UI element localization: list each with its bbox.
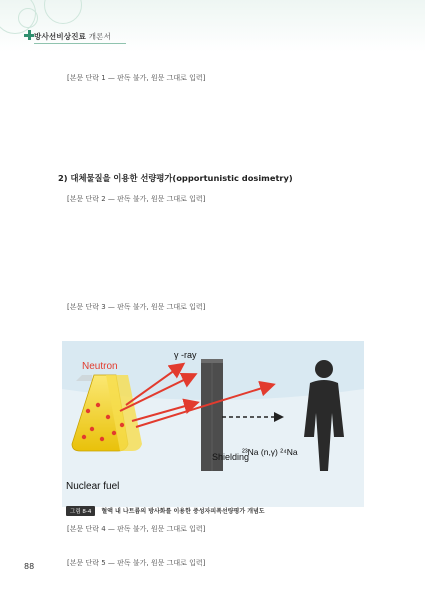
figure-number-badge: 그림 8-4 [66, 506, 95, 516]
body-paragraph-5: [본문 단락 5 — 판독 불가, 원문 그대로 입력] [67, 559, 206, 567]
page-number: 88 [24, 562, 35, 571]
book-subtitle: 개론서 [88, 32, 112, 41]
header-underline [34, 43, 126, 44]
book-title: 방사선비상진료 [34, 32, 87, 41]
figure-caption [66, 505, 366, 516]
decorative-circle [18, 8, 38, 28]
reaction-label: ²³Na (n,γ) ²⁴Na [242, 447, 298, 457]
figure-caption-text: 혈액 내 나트륨의 방사화를 이용한 중성자피폭선량평가 개념도 [101, 508, 265, 515]
running-header [34, 31, 111, 42]
figure-neutron-activation [62, 341, 364, 507]
plus-icon [24, 30, 34, 40]
body-paragraph-2: [본문 단락 2 — 판독 불가, 원문 그대로 입력] [67, 195, 206, 203]
gamma-ray-label: γ -ray [174, 350, 197, 360]
body-paragraph-4: [본문 단락 4 — 판독 불가, 원문 그대로 입력] [67, 525, 206, 533]
body-paragraph-1: [본문 단락 1 — 판독 불가, 원문 그대로 입력] [67, 74, 206, 82]
body-paragraph-3: [본문 단락 3 — 판독 불가, 원문 그대로 입력] [67, 303, 206, 311]
section-heading: 2) 대체물질을 이용한 선량평가(opportunistic dosimetry) [58, 173, 293, 183]
nuclear-fuel-label: Nuclear fuel [66, 481, 120, 492]
shielding-label: Shielding [212, 452, 250, 462]
neutron-label: Neutron [82, 361, 118, 372]
